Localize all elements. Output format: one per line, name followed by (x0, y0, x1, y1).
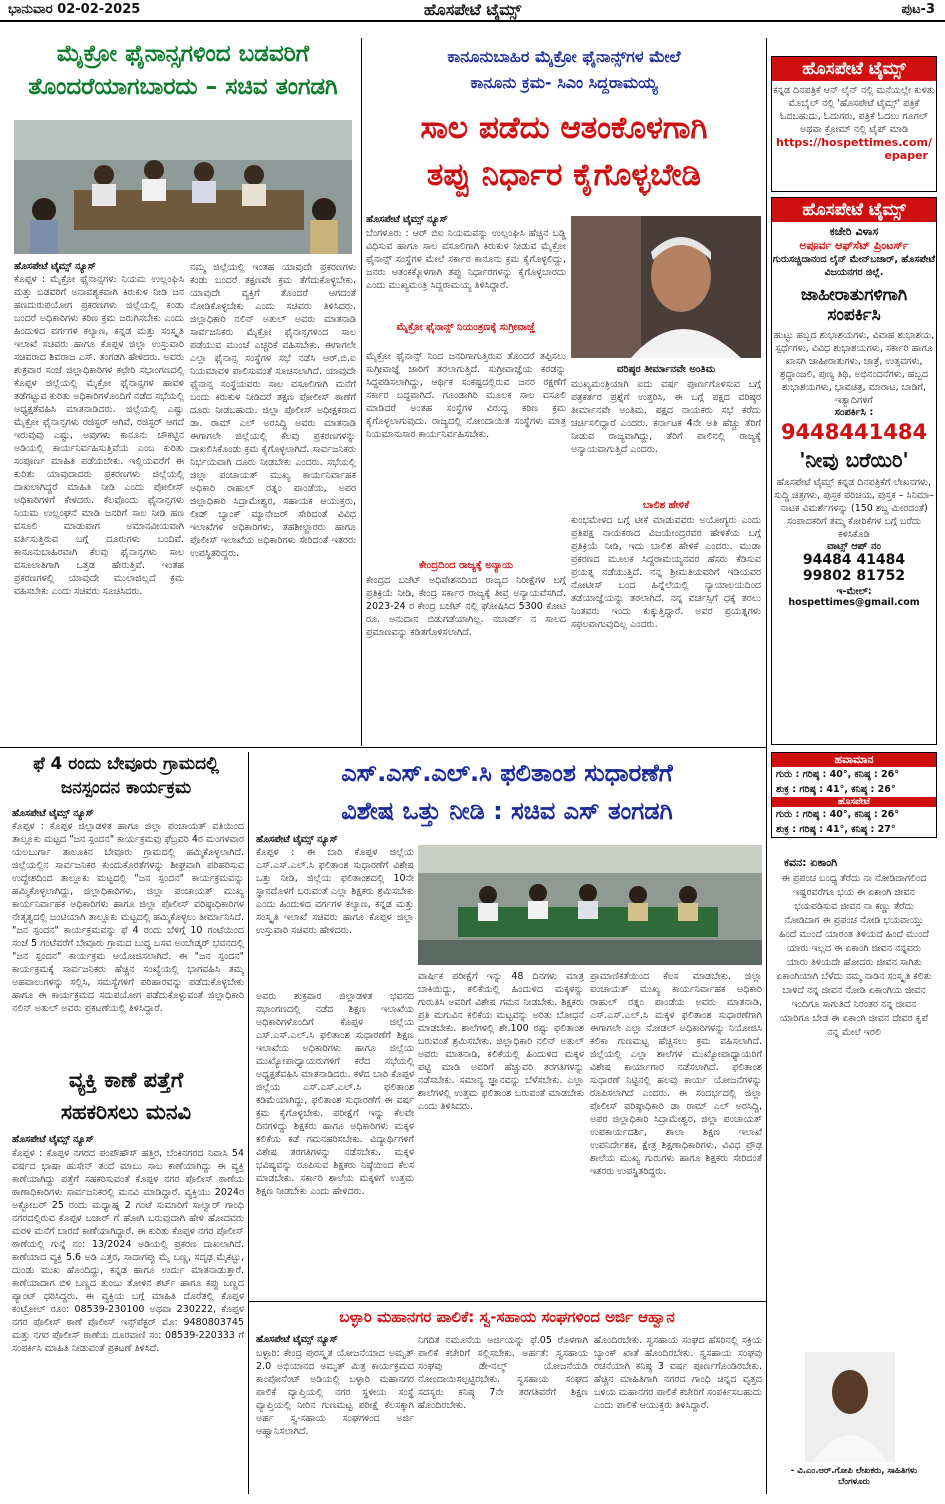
article2-kicker-line2: ಕಾನೂನು ಕ್ರಮ- ಸಿಎಂ ಸಿದ್ದರಾಮಯ್ಯ (470, 73, 658, 92)
masthead (0, 0, 945, 22)
poem-text: ಈ ಪ್ರಪಂಚ ಬಂಧ್ಯ ತೆರೆದು ನಾ ನೋಡಿದಾಗಲಿಂದ ಇಷ್ಟರವರೆಗೂ ಭಯ ಈ ಏಕಾಂಗಿ ಜೀವನ ಭಯಪಡಿಸುವ ಜೀವನ ನಾ ಕಣ್ಣು ತೆರೆದು ನೋಡಿದಾಗ ಈ ಪ್ರಪಂಚ ನೋಡಿ ಭಯವಾಯ್ತು ಹಿಂದೆ ಮುಂದೆ ಯಾರಂತ ತಿಳಿಯದೆ ಹಿಂದೆ ಮುಂದೆ ಯಾರು ಇಲ್ಲದ ಈ ಏಕಾಂಗಿ ಜೀವನ ನನ್ನವರು ಯಾರು ತಿಳಿಯದೇ ಹೋದರು ಜೀವನ ಸಾಗಿತು ಏಕಾಂಗಿಯಾಗಿ ಬೆಳೆದು ನಮ್ಮ ನಾಡಿನ ಸಂಸ್ಕೃತಿ ಕಲಿತು ಬಾಳಿದೆ ನನ್ನ ಜೀವನ ನೋಡಿ ಏಕಾಂಗಿಯ ಜೀವನ ಇಂದಿಗೂ ಸಾಗುತಿದೆ ನಿರಂತರ ನನ್ನ ಜೀವನ ಯಾರಿಗೂ ಬೇಡ ಈ ಏಕಾಂಗಿ ಜೀವನ ದೇವರ ಕೃಪೆ ನನ್ನ ಮೇಲೆ ಇರಲಿ (776, 873, 932, 1038)
ad1-title: ಹೊಸಪೇಟೆ ಟೈಮ್ಸ್ (772, 57, 936, 81)
poet-credit: - ವಿ.ಎಂ.ಆರ್.ಗೋಪಿ ಲೇಖಕರು, ಸಾಹಿತಿಗಳು ಬೆಂಗಳೂರು (790, 1466, 918, 1487)
photo-caption: ವರಿಷ್ಠರ ತೀರ್ಮಾನವೇ ಅಂತಿಮ (616, 364, 716, 375)
article2-subhead-ordinance: ಮೈಕ್ರೋ ಫೈನಾನ್ಸ್ ನಿಯಂತ್ರಣಕ್ಕೆ ಸುಗ್ರೀವಾಜ್ಞೆ (396, 322, 536, 333)
weather-city: ಹೊಸಪೇಟೆ (772, 797, 936, 807)
weather-row-3: ಗುರು : ಗರಿಷ್ಠ : 40°, ಕನಿಷ್ಠ : 26° (776, 809, 899, 820)
weather-row-2: ಶುಕ್ರ : ಗರಿಷ್ಠ : 41°, ಕನಿಷ್ಠ : 26° (776, 784, 896, 795)
article3-headline-line2: ಜನಸ್ಪಂದನ ಕಾರ್ಯಕ್ರಮ (60, 778, 192, 798)
article2-kicker-line1: ಕಾನೂನುಬಾಹಿರ ಮೈಕ್ರೋ ಫೈನಾನ್ಸ್‌ಗಳ ಮೇಲೆ (447, 47, 681, 66)
ad2-office: ಕಚೇರಿ ವಿಳಾಸ (829, 225, 879, 238)
article2-ordinance-text: ಮೈಕ್ರೋ ಫೈನಾನ್ಸ್ ನಿಂದ ಜನರಿಗಾಗುತ್ತಿರುವ ತೊಂದರೆ ತಪ್ಪಿಸಲು ಸುಗ್ರೀವಾಜ್ಞೆ ಜಾರಿಗೆ ತರಲಾಗುತ್ತಿದೆ. ಸುಗ್ರೀವಾಜ್ಞೆಯ ಕರಡನ್ನು ಸಿದ್ಧಪಡಿಸಲಾಗಿದ್ದು, ಆರ್ಥಿಕ ಸಂಕಷ್ಟದಲ್ಲಿರುವ ಜನರ ರಕ್ಷಣೆಗೆ ಸರ್ಕಾರ ಬದ್ಧವಾಗಿದೆ. ಗೂಂಡಾಗಿರಿ ಮೂಲಕ ಸಾಲ ವಸೂಲಿ ಮಾಡಿದರೆ ಅಂತಹ ಸಂಸ್ಥೆಗಳ ವಿರುದ್ಧ ಕಠಿಣ ಕ್ರಮ ಕೈಗೊಳ್ಳಲಾಗುವುದು. ರಾಜ್ಯದಲ್ಲಿ ನೋಂದಾಯಿತ ಸಂಸ್ಥೆಗಳು ಮಾತ್ರ ನಿಯಮಾನುಸಾರ ಕಾರ್ಯನಿರ್ವಹಿಸಬೇಕು. (366, 351, 566, 440)
article2-column2-top: ಮುಖ್ಯಮಂತ್ರಿಯಾಗಿ ಐದು ವರ್ಷ ಪೂರ್ಣಗೊಳಿಸುವ ಬಗ್ಗೆ ಪತ್ರಕರ್ತರ ಪ್ರಶ್ನೆಗೆ ಉತ್ತರಿಸಿ, ಈ ಬಗ್ಗೆ ಪಕ್ಷದ ವರಿಷ್ಠರ ತೀರ್ಮಾನವೇ ಅಂತಿಮ. ಪಕ್ಷದ ನಾಯಕರು ಸಭೆ ಕರೆದು ಚರ್ಚಿಸಲಿದ್ದಾರೆ ಎಂದರು. ಕರ್ನಾಟಕ 4ನೇ ಅತಿ ಹೆಚ್ಚು ತೆರಿಗೆ ನೀಡುವ ರಾಜ್ಯವಾಗಿದ್ದು, ತೆರಿಗೆ ಪಾಲಿನಲ್ಲಿ ರಾಜ್ಯಕ್ಕೆ ಅನ್ಯಾಯವಾಗುತ್ತಿದೆ ಎಂದರು. (571, 379, 761, 455)
ad2-contact-heading: ಸಂಪರ್ಕಿಸಿ (827, 305, 881, 325)
issue-date: ಭಾನುವಾರ 02-02-2025 (8, 2, 141, 17)
ad2-title: ಹೊಸಪೇಟೆ ಟೈಮ್ಸ್ (772, 198, 936, 222)
article2-subhead-childish: ಬಾಲಿಶ ಹೇಳಿಕೆ (642, 500, 690, 511)
article1-headline-line2: ತೊಂದರೆಯಾಗಬಾರದು – ಸಚಿವ ತಂಗಡಗಿ (28, 74, 338, 100)
whatsapp-label: ವಾಟ್ಸ್ ಆಪ್ ನಂ (827, 541, 881, 552)
article3-headline-line1: ಫೆ 4 ರಂದು ಬೇವೂರು ಗ್ರಾಮದಲ್ಲಿ (33, 754, 219, 774)
article-janaspandana (8, 752, 244, 800)
article4-text: ಕೊಪ್ಪಳ : ಕೊಪ್ಪಳ ನಗರದ ಪಂಪೌಹೌಸ್ ಹತ್ತಿರ, ಬೆಂಕಿನಗರದ ನಿವಾಸಿ 54 ವರ್ಷದ ಭಾಷಾ ಹುಸೇನ್ ತಂದೆ ಮಾಬು ಸಾಬ ಕಾಣೆಯಾಗಿದ್ದು ಈ ವ್ಯಕ್ತಿ ಕಾಣೆಯಾಗಿದ್ದು ಪತ್ತೆಗೆ ಸಹಕರಿಸುವಂತೆ ಕೊಪ್ಪಳ ನಗರ ಪೊಲೀಸ್ ಠಾಣೆಯ ಠಾಣಾಧಿಕಾರಿಗಳು ಸಾರ್ವಜನಿಕರಲ್ಲಿ ಮನವಿ ಮಾಡಿದ್ದಾರೆ. ವ್ಯಕ್ತಿಯು 2024ರ ಅಕ್ಟೋಬರ್ 25 ರಂದು ಮಧ್ಯಾಹ್ನ 2 ಗಂಟೆ ಸುಮಾರಿಗೆ ಸಾಲ್ವಾರ್ ಗಾಂಧಿ ನಗರದಲ್ಲಿರುವ ಕೊಪ್ಪಳ ಬಜಾರ್ ಗೆ ಹೋಗಿ ಬರುವುದಾಗಿ ಹೇಳಿ ಹೋದವರು ಮರಳಿ ಮನೆಗೆ ಬಾರದೆ ಕಾಣೆಯಾಗಿದ್ದಾರೆ. ಈ ಕುರಿತು ಕೊಪ್ಪಳ ನಗರ ಪೊಲೀಸ್ ಠಾಣೆಯಲ್ಲಿ ಗುನ್ನೆ ನಂ: 13/2024 ಅಡಿಯಲ್ಲಿ ಪ್ರಕರಣ ದಾಖಲಾಗಿದೆ. ಕಾಣೆಯಾದ ವ್ಯಕ್ತಿ 5.6 ಅಡಿ ಎತ್ತರ, ಸಾದಾಗಪ್ಪು ಮೈ ಬಣ್ಣ, ಸದೃಢ ಮೈಕಟ್ಟು, ದುಂಡು ಮುಖ ಹೊಂದಿದ್ದು, ಕನ್ನಡ ಹಾಗೂ ಉರ್ದು ಮಾತನಾಡುತ್ತಾರೆ. ಕಾಣೆಯಾದಾಗ ಬಿಳಿ ಬಣ್ಣದ ತುಂಬು ತೋಳಿನ ಶರ್ಟ್ ಹಾಗೂ ಕಪ್ಪು ಬಣ್ಣದ ಪ್ಯಾಂಟ್ ಧರಿಸಿದ್ದರು. ಈ ವ್ಯಕ್ತಿಯ ಬಗ್ಗೆ ಮಾಹಿತಿ ದೊರೆತಲ್ಲಿ ಕೊಪ್ಪಳ ಕಂಟ್ರೋಲ್ ರೂಂ: 08539-230100 ಅಥವಾ 230222, ಕೊಪ್ಪಳ ನಗರ ಪೊಲೀಸ್ ಠಾಣೆ ಪೊಲೀಸ್ ಇನ್ಸ್‌ಪೆಕ್ಟರ್ ಮೊ: 9480803745 ಮತ್ತು ನಗರ ಪೊಲೀಸ್ ಠಾಣೆಯ ದೂರವಾಣಿ ಸಂ: 08539-220333 ಗೆ ಸಂಪರ್ಕಿಸಿ ಮಾಹಿತಿ ನೀಡುವಂತೆ ಪ್ರಕಟಣೆ ತಿಳಿಸಿದೆ. (12, 1148, 244, 1354)
article-microfinance-minister (8, 38, 358, 104)
article2-headline-line1: ಸಾಲ ಪಡೆದು ಆತಂಕೊಳಗಾಗಿ (420, 110, 708, 146)
ad2-slogan: 'ನೀವು ಬರೆಯಿರಿ' (799, 448, 909, 472)
article2-subhead-injustice: ಕೇಂದ್ರದಿಂದ ರಾಜ್ಯಕ್ಕೆ ಅನ್ಯಾಯ (419, 560, 513, 571)
article2-byline: ಹೊಸಪೇಟೆ ಟೈಮ್ಸ್ ನ್ಯೂಸ್ (366, 214, 448, 225)
poem-title: ಕವನ: ಏಕಾಂಗಿ (784, 856, 838, 869)
ad3-text: ಹೊಸಪೇಟೆ ಟೈಮ್ಸ್ ಕನ್ನಡ ದಿನಪತ್ರಿಕೆಗೆ ಲೇಖನಗಳು, ಸುದ್ದಿ ಚಿತ್ರಗಳು, ಪುಸ್ತಕ ಪರಿಚಯ, ಪುಸ್ತಕ – ಸಿನಿಮಾ–ನಾಟಕ ವಿಮರ್ಶೆಗಳನ್ನು (150 ಶಬ್ದ ಮೀರದಂತೆ) ಸಂಪಾದಕರಿಗೆ ತಮ್ಮ ಕೋರಿಕೆಗಳ ಬಗ್ಗೆ ಬರೆದು ಕಳಿಸಿಕೊಡಿ (773, 477, 935, 540)
ad1-url[interactable]: https://hospettimes.com/ (776, 136, 932, 149)
article6-headline: ಬಳ್ಳಾರಿ ಮಹಾನಗರ ಪಾಲಿಕೆ: ಸ್ವ-ಸಹಾಯ ಸಂಘಗಳಿಂದ ಅರ್ಜಿ ಆಹ್ವಾನ (339, 1308, 675, 1326)
article3-byline: ಹೊಸಪೇಟೆ ಟೈಮ್ಸ್ ನ್ಯೂಸ್ (12, 808, 94, 819)
paper-name: ಹೊಸಪೇಟೆ ಟೈಮ್ಸ್ (423, 0, 522, 19)
article6-byline: ಹೊಸಪೇಟೆ ಟೈಮ್ಸ್ ನ್ಯೂಸ್ (256, 1334, 338, 1345)
ad2-address: ಗುರುಸಚ್ಚಿದಾನಂದ ಲೈನ್ ಮೇನ್‌ಬಜಾರ್, ಹೊಸಪೇಟೆ ವಿಜಯನಗರ ಜಿಲ್ಲೆ. (772, 254, 936, 278)
ad2-contact-label: ಸಂಪರ್ಕಿಸಿ : (834, 407, 874, 418)
article4-byline: ಹೊಸಪೇಟೆ ಟೈಮ್ಸ್ ನ್ಯೂಸ್ (12, 1134, 94, 1145)
article5-column1: ಅವರು ಶುಕ್ರವಾರ ಜಿಲ್ಲಾಡಳಿತ ಭವನದ ಸಭಾಂಗಣದಲ್ಲಿ ನಡೆದ ಶಿಕ್ಷಣ ಇಲಾಖೆಯ ಅಧಿಕಾರಿಗಳೊಂದಿಗೆ ಕೊಪ್ಪಳ ಜಿಲ್ಲೆಯ ಎಸ್.ಎಸ್.ಎಲ್.ಸಿ ಫಲಿತಾಂಶ ಸುಧಾರಣೆಗೆ ಶಿಕ್ಷಣ ಇಲಾಖೆಯ ಅಧಿಕಾರಿಗಳು ಹಾಗೂ ಜಿಲ್ಲೆಯ ಮುಖ್ಯೋಪಾಧ್ಯಾಯರುಗಳಿಗೆ ಕರೆದ ಸಭೆಯಲ್ಲಿ ಅಧ್ಯಕ್ಷತೆವಹಿಸಿ ಮಾತನಾಡಿದರು. ಕಳೆದ ಬಾರಿ ಕೊಪ್ಪಳ ಜಿಲ್ಲೆಯ ಎಸ್.ಎಸ್.ಎಲ್.ಸಿ ಫಲಿತಾಂಶ ಕಡಿಮೆಯಾಗಿದ್ದು, ಫಲಿತಾಂಶ ಸುಧಾರಣೆಗೆ ಈ ವರ್ಷ ಕ್ರಮ ಕೈಗೊಳ್ಳಬೇಕು. ಪರೀಕ್ಷೆಗೆ ಇನ್ನು ಕೆಲವೇ ದಿನಗಳಿದ್ದು ಶಿಕ್ಷಕರು ಹಾಗೂ ಅಧಿಕಾರಿಗಳು ಮಕ್ಕಳ ಕಲಿಕೆಯ ಕಡೆ ಗಮನಹರಿಸಬೇಕು. ವಿದ್ಯಾರ್ಥಿಗಳಿಗೆ ವಿಶೇಷ ತರಗತಿಗಳನ್ನು ನಡೆಸಬೇಕು. ಮಕ್ಕಳ ಭವಿಷ್ಯವನ್ನು ರೂಪಿಸುವ ಶಿಕ್ಷಕರು ನಿಷ್ಠೆಯಿಂದ ಕೆಲಸ ಮಾಡಬೇಕು. ಸರ್ಕಾರಿ ಶಾಲೆಯ ಮಕ್ಕಳಿಗೆ ಉತ್ತಮ ಶಿಕ್ಷಣ ನೀಡಬೇಕು ಎಂದು ಹೇಳಿದರು. (256, 991, 414, 1197)
article1-headline-line1: ಮೈಕ್ರೋ ಫೈನಾನ್ಸಗಳಿಂದ ಬಡವರಿಗೆ (56, 41, 310, 67)
ad1-epaper: epaper (884, 149, 928, 162)
page-number: ಪುಟ-3 (901, 2, 935, 17)
sidebar-epaper-ad (771, 56, 937, 192)
article5-headline-line1: ಎಸ್.ಎಸ್.ಎಲ್.ಸಿ ಫಲಿತಾಂಶ ಸುಧಾರಣೆಗೆ (341, 759, 673, 787)
weather-row-4: ಶುಕ್ರ : ಗರಿಷ್ಠ : 41°, ಕನಿಷ್ಠ : 27° (776, 824, 896, 835)
article5-headline-line2: ವಿಶೇಷ ಒತ್ತು ನೀಡಿ : ಸಚಿವ ಎಸ್ ತಂಗಡಗಿ (341, 797, 673, 825)
cm-portrait-photo (571, 216, 761, 358)
article1-byline: ಹೊಸಪೇಟೆ ಟೈಮ್ಸ್ ನ್ಯೂಸ್ (14, 261, 96, 272)
article4-headline-line1: ವ್ಯಕ್ತಿ ಕಾಣೆ ಪತ್ತೆಗೆ (68, 1068, 184, 1092)
email-address: ಇ-ಮೇಲ್: hospettimes@gmail.com (788, 586, 920, 608)
weather-title: ಹವಾಮಾನ (772, 753, 936, 767)
article5-column2: ವಾರ್ಷಿಕ ಪರೀಕ್ಷೆಗೆ ಇನ್ನು 48 ದಿನಗಳು ಮಾತ್ರ ಬಾಕಿಯಿದ್ದು, ಕಲಿಕೆಯಲ್ಲಿ ಹಿಂದುಳಿದ ಮಕ್ಕಳನ್ನು ಗುರುತಿಸಿ ಅವರಿಗೆ ವಿಶೇಷ ಗಮನ ನೀಡಬೇಕು. ಶಿಕ್ಷಕರು ಪ್ರತಿ ಮಗುವಿನ ಕಲಿಕೆಯ ಮಟ್ಟವನ್ನು ಅರಿತು ಬೋಧನೆ ಮಾಡಬೇಕು. ಶಾಲೆಗಳಲ್ಲಿ ಶೇ.100 ರಷ್ಟು ಫಲಿತಾಂಶ ಬರುವಂತೆ ಶ್ರಮಿಸಬೇಕು. ಜಿಲ್ಲಾಧಿಕಾರಿ ನಲಿನ್ ಅತುಲ್ ಅವರು ಮಾತನಾಡಿ, ಕಲಿಕೆಯಲ್ಲಿ ಹಿಂದುಳಿದ ಮಕ್ಕಳ ಪಟ್ಟಿ ಮಾಡಿ ಅವರಿಗೆ ಹೆಚ್ಚುವರಿ ತರಗತಿಗಳನ್ನು ನಡೆಸಬೇಕು. ಸಮಾನ್ಯ ಜ್ಞಾನವನ್ನು ಬೆಳೆಸಬೇಕು. ಎಲ್ಲಾ ಶಾಲೆಗಳಲ್ಲಿ ಉತ್ತಮ ಫಲಿತಾಂಶ ಬರುವಂತೆ ಮಾಡಬೇಕು ಎಂದು ತಿಳಿಸಿದರು. (418, 971, 584, 1112)
weather-row-1: ಗುರು : ಗರಿಷ್ಠ : 40°, ಕನಿಷ್ಠ : 26° (776, 769, 899, 780)
article-sslc-results (252, 754, 762, 830)
article4-headline-line2: ಸಹಕರಿಸಲು ಮನವಿ (60, 1100, 192, 1124)
ad1-text: ಕನ್ನಡ ದಿನಪತ್ರಿಕೆ ಆನ್ ಲೈನ್ ನಲ್ಲಿ ಮನೆಯಲ್ಲೇ ಕುಳಿತು ಮೊಬೈಲ್ ನಲ್ಲಿ 'ಹೊಸಪೇಟೆ ಟೈಮ್ಸ್' ಪತ್ರಿಕೆ ಓದಬಹುದು, ಓದುಗರು, ಪತ್ರಿಕೆ ಓದಲು ಗೂಗಲ್ ಅಥವಾ ಕ್ರೋಮ್ ನಲ್ಲಿ ಟೈಪ್ ಮಾಡಿ (773, 85, 935, 135)
weather-box (771, 752, 937, 838)
ad2-printers: ಅಪೂರ್ವ ಆಫ್‌ಸೆಟ್ ಪ್ರಿಂಟರ್ಸ್ (799, 239, 909, 252)
ad2-ads-heading: ಜಾಹೀರಾತುಗಳಿಗಾಗಿ (800, 285, 908, 305)
whatsapp-number-1: 94484 41484 (802, 552, 906, 568)
poet-photo (805, 1352, 895, 1462)
article5-intro: ಕೊಪ್ಪಳ : ಈ ಬಾರಿ ಕೊಪ್ಪಳ ಜಿಲ್ಲೆಯ ಎಸ್.ಎಸ್.ಎಲ್.ಸಿ ಫಲಿತಾಂಶ ಸುಧಾರಣೆಗೆ ವಿಶೇಷ ಒತ್ತು ನೀಡಿ, ಜಿಲ್ಲೆಯ ಫಲಿತಾಂಶದಲ್ಲಿ 10ನೇ ಸ್ಥಾನದೊಳಗೆ ಬರುವಂತೆ ಎಲ್ಲಾ ಶಿಕ್ಷಕರು ಶ್ರಮಿಸಬೇಕು ಎಂದು ಹಿಂದುಳಿದ ವರ್ಗಗಳ ಕಲ್ಯಾಣ, ಕನ್ನಡ ಮತ್ತು ಸಂಸ್ಕೃತಿ ಇಲಾಖೆ ಸಚಿವರು ಹಾಗೂ ಕೊಪ್ಪಳ ಜಿಲ್ಲಾ ಉಸ್ತುವಾರಿ ಸಚಿವರು ಹೇಳಿದರು. (256, 847, 414, 936)
ad2-phone-big: 9448441484 (780, 420, 928, 444)
article6-column2: ನಿಗದಿತ ನಮೂನೆಯ ಅರ್ಜಿಯನ್ನು ಫೆ.05 ರೊಳಗಾಗಿ ಪಾಲಿಕೆ ಕಚೇರಿಗೆ ಸಲ್ಲಿಸಬೇಕು. ಅರ್ಹತೆ: ಸ್ವಸಹಾಯ ಸಂಘವು ಡೇ-ನಲ್ಮ್ ಯೋಜನೆಯಡಿ ನೋಂದಾಯಿಸಲ್ಪಟ್ಟಿರಬೇಕು. ಸ್ವಸಹಾಯ ಸಂಘದ ಸದಸ್ಯರು ಕನಿಷ್ಠ 7ನೇ ತರಗತಿವರೆಗೆ ಶಿಕ್ಷಣ ಹೊಂದಿರಬೇಕು. (418, 1335, 588, 1411)
article-missing-person (8, 1064, 244, 1128)
article5-byline: ಹೊಸಪೇಟೆ ಟೈಮ್ಸ್ ನ್ಯೂಸ್ (256, 834, 338, 845)
article6-column3: ಹೊಂದಿರಬೇಕು. ಸ್ವಸಹಾಯ ಸಂಘದ ಹೆಸರಿನಲ್ಲಿ ಸಕ್ರಿಯ ಬ್ಯಾಂಕ್ ಖಾತೆ ಹೊಂದಿರಬೇಕು. ಸ್ವಸಹಾಯ ಸಂಘವು ರಚನೆಯಾಗಿ ಕನಿಷ್ಠ 3 ವರ್ಷ ಪೂರ್ಣಗೊಂಡಿರಬೇಕು. ಹೆಚ್ಚಿನ ಮಾಹಿತಿಗಾಗಿ ನಗರದ ಗಾಂಧಿ ಚಿನ್ನದ ವೃತ್ತದ ಬಳಿಯ ಮಹಾನಗರ ಪಾಲಿಕೆ ಕಚೇರಿಗೆ ಸಂಪರ್ಕಿಸಬಹುದು ಎಂದು ಪಾಲಿಕೆ ಆಯುಕ್ತರು ತಿಳಿಸಿದ್ದಾರೆ. (594, 1335, 762, 1411)
sidebar-office-ad (771, 197, 937, 745)
sslc-meeting-photo (418, 845, 762, 965)
meeting-photo (14, 120, 352, 254)
article2-headline-line2: ತಪ್ಪು ನಿರ್ಧಾರ ಕೈಗೊಳ್ಳಬೇಡಿ (426, 157, 702, 193)
article2-injustice-text: ಕೇಂದ್ರದ ಬಜೆಟ್ ಅಧಿವೇಶನದಿಂದ ರಾಜ್ಯದ ನಿರೀಕ್ಷೆಗಳ ಬಗ್ಗೆ ಪ್ರತಿಕ್ರಿಯೆ ನೀಡಿ, ಕೇಂದ್ರ ಸರ್ಕಾರ ರಾಜ್ಯಕ್ಕೆ ತೀವ್ರ ಅನ್ಯಾಯವೆಸಗಿದೆ. 2023-24 ರ ಕೇಂದ್ರ ಬಜೆಟ್ ನಲ್ಲಿ ಘೋಷಿಸಿದ 5300 ಕೋಟಿ ರೂ. ಅನುದಾನ ಬಿಡುಗಡೆಯಾಗಿಲ್ಲ. ನಬಾರ್ಡ್ ನ ಸಾಲದ ಪ್ರಮಾಣವನ್ನು ಕಡಿತಗೊಳಿಸಲಾಗಿದೆ. (366, 575, 566, 638)
article2-column2-bottom: ಕುಂಭಮೇಳದ ಬಗ್ಗೆ ಟೀಕೆ ಮಾಡುವವರು ಅಯೋಗ್ಯರು ಎಂದು ಪ್ರತಿಪಕ್ಷ ನಾಯಕರಾದ ವಿಜಯೇಂದ್ರರವರ ಹೇಳಿಕೆಯ ಬಗ್ಗೆ ಪ್ರತಿಕ್ರಿಯೆ ನೀಡಿ, ಇದು ಬಾಲಿಶ ಹೇಳಿಕೆ ಎಂದರು. ಮುಡಾ ಪ್ರಕರಣದ ಮೂಲಕ ಸಿದ್ದರಾಮಯ್ಯನವರ ಹೆಸರು ಕೆಡಿಸುವ ಪ್ರಯತ್ನ ನಡೆಯುತ್ತಿದೆ. ನನ್ನ ಶ್ರೀಮತಿಯವರಿಗೆ ಇಡಿಯವರ ನೋಟೀಸ್ ಬಂದ ಹಿನ್ನೆಲೆಯಲ್ಲಿ ನ್ಯಾಯಾಲಯದಿಂದ ತಡೆಯಾಜ್ಞೆಯನ್ನು ತರಲಾಗಿದೆ. ನನ್ನ ವರ್ಚಸ್ಸಿಗೆ ಧಕ್ಕೆ ತರಲು ನಿಂತವರು ಇಂದು ಕುಕ್ಕುತ್ತಿದ್ದಾರೆ. ಅವರ ಪ್ರಯತ್ನಗಳು ಸಫಲವಾಗುವುದಿಲ್ಲ ಎಂದರು. (571, 515, 761, 630)
whatsapp-number-2: 99802 81752 (802, 568, 906, 584)
ad2-ad-types: ಹುಟ್ಟು ಹಬ್ಬದ ಶುಭಾಶಯಗಳು, ವಿವಾಹ ಶುಭಾಶಯ, ಸ್ಪರ್ಧೆಗಳು, ವಿವಿಧ ಶುಭಾಶಯಗಳು, ಸರ್ಕಾರಿ ಹಾಗೂ ಖಾಸಗಿ ಜಾಹೀರಾತುಗಳು, ಜಾತ್ರೆ, ಉತ್ಸವಗಳು, ಶ್ರದ್ಧಾಂಜಲಿ, ಪುಣ್ಯ ತಿಥಿ, ಅಭಿನಂದನೆಗಳು, ಹಬ್ಬದ ಶುಭಾಶಯಗಳು, ಭಾವಚಿತ್ರ, ಮಾರಾಟ, ಬಾಡಿಗೆ, ಇತ್ಯಾದಿಗಳಿಗೆ (773, 330, 935, 406)
article5-column3: ಪ್ರಾಮಾಣಿಕತೆಯಿಂದ ಕೆಲಸ ಮಾಡಬೇಕು. ಜಿಲ್ಲಾ ಪಂಚಾಯತ್ ಮುಖ್ಯ ಕಾರ್ಯನಿರ್ವಾಹಕ ಅಧಿಕಾರಿ ರಾಹುಲ್ ರತ್ನಂ ಪಾಂಡೆಯ ಅವರು ಮಾತನಾಡಿ, ಎಸ್.ಎಸ್.ಎಲ್.ಸಿ ಮಕ್ಕಳ ಫಲಿತಾಂಶ ಸುಧಾರಣೆಗಾಗಿ ಈಗಾಗಲೇ ಎಲ್ಲಾ ನೋಡಲ್ ಅಧಿಕಾರಿಗಳನ್ನು ನಿಯೋಜಿಸಿ ಕಲಿಕಾ ಗುಣಮಟ್ಟ ಹೆಚ್ಚಿಸಲು ಕ್ರಮ ವಹಿಸಲಾಗಿದೆ. ಜಿಲ್ಲೆಯಲ್ಲಿ ಎಲ್ಲಾ ಶಾಲೆಗಳ ಮುಖ್ಯೋಪಾಧ್ಯಾಯರಿಗೆ ವಿಶೇಷ ಕಾರ್ಯಾಗಾರ ನಡೆಸಲಾಗಿದೆ. ಫಲಿತಾಂಶ ಸುಧಾರಣೆ ನಿಟ್ಟಿನಲ್ಲಿ ಹಲವು ಕಾರ್ಯ ಯೋಜನೆಗಳನ್ನು ರೂಪಿಸಲಾಗಿದೆ ಎಂದರು. ಈ ಸಂದರ್ಭದಲ್ಲಿ ಜಿಲ್ಲಾ ಪೊಲೀಸ್ ವರಿಷ್ಠಾಧಿಕಾರಿ ಡಾ ರಾಮ್ ಎಲ್ ಅರಸಿದ್ದಿ, ಅಪರ ಜಿಲ್ಲಾಧಿಕಾರಿ ಸಿದ್ರಾಮೇಶ್ವರ, ಜಿಲ್ಲಾ ಪಂಚಾಯತ್ ಉಪಕಾರ್ಯದರ್ಶಿ, ಶಾಲಾ ಶಿಕ್ಷಣ ಇಲಾಖೆ ಉಪನಿರ್ದೇಶಕ, ಕ್ಷೇತ್ರ ಶಿಕ್ಷಣಾಧಿಕಾರಿಗಳು, ವಿವಿಧ ಪ್ರೌಢ ಶಾಲೆಯ ಮುಖ್ಯ ಗುರುಗಳು ಹಾಗೂ ಶಿಕ್ಷಕರು ಸೇರಿದಂತೆ ಇತರರು ಉಪಸ್ಥಿತರಿದ್ದರು. (590, 971, 762, 1177)
article-cm-siddaramaiah (366, 44, 762, 198)
article1-column2: ನಮ್ಮ ಜಿಲ್ಲೆಯಲ್ಲಿ ಇಂತಹ ಯಾವುದೇ ಪ್ರಕರಣಗಳು ಕಂಡು ಬಂದರೆ ತಕ್ಷಣವೇ ಕ್ರಮ ತೆಗೆದುಕೊಳ್ಳಬೇಕು. ಯಾವುದೇ ವ್ಯಕ್ತಿಗೆ ತೊಂದರೆ ಆಗದಂತೆ ನೋಡಿಕೊಳ್ಳಬೇಕು ಎಂದು ಸಚಿವರು ತಿಳಿಸಿದರು. ಜಿಲ್ಲಾಧಿಕಾರಿ ನಲಿನ್ ಅತುಲ್ ಅವರು ಮಾತನಾಡಿ ಸಾರ್ವಜನಿಕರು ಮೈಕ್ರೋ ಫೈನಾನ್ಸಗಳಿಂದ ಸಾಲ ಪಡೆಯುವ ಮುಂಚೆ ಎಚ್ಚರಿಕೆ ವಹಿಸಬೇಕು. ಈಗಾಗಲೇ ಎಲ್ಲಾ ಫೈನಾನ್ಸ ಸಂಸ್ಥೆಗಳ ಸಭೆ ನಡೆಸಿ ಆರ್.ಬಿ.ಐ ನಿಯಮಾವಳಿ ಪಾಲಿಸುವಂತೆ ಸೂಚಿಸಲಾಗಿದೆ. ಯಾವುದೇ ಫೈನಾನ್ಸ ಸಂಸ್ಥೆಯವರು ಸಾಲ ವಸೂಲಿಗಾಗಿ ಮನೆಗೆ ಬಂದು ಕಿರುಕುಳ ನೀಡಿದರೆ ತಕ್ಷಣ ಪೋಲೀಸ್ ಠಾಣೆಗೆ ದೂರು ನೀಡಬಹುದು. ಜಿಲ್ಲಾ ಪೊಲೀಸ್ ಅಧೀಕ್ಷಕರಾದ ಡಾ. ರಾಮ್ ಎಲ್ ಅರಸಿದ್ದಿ ಅವರು ಮಾತನಾಡಿ ಈಗಾಗಲೇ ಜಿಲ್ಲೆಯಲ್ಲಿ ಕೆಲವು ಪ್ರಕರಣಗಳನ್ನು ದಾಖಲಿಸಿಕೊಂಡು ಕ್ರಮ ಕೈಗೊಳ್ಳಲಾಗಿದೆ. ಸಾರ್ವಜನಿಕರು ನಿರ್ಭಯವಾಗಿ ದೂರು ನೀಡಬೇಕು ಎಂದರು. ಸಭೆಯಲ್ಲಿ ಜಿಲ್ಲಾ ಪಂಚಾಯತ್ ಮುಖ್ಯ ಕಾರ್ಯನಿರ್ವಾಹಕ ಅಧಿಕಾರಿ ರಾಹುಲ್ ರತ್ನಂ ಪಾಂಡೆಯ, ಅಪರ ಜಿಲ್ಲಾಧಿಕಾರಿ ಸಿದ್ರಾಮೇಶ್ವರ, ಸಹಾಯಕ ಆಯುಕ್ತರು, ಲೀಡ್ ಬ್ಯಾಂಕ್ ಮ್ಯಾನೇಜರ್ ಸೇರಿದಂತೆ ವಿವಿಧ ಇಲಾಖೆಗಳ ಅಧಿಕಾರಿಗಳು, ತಹಶೀಲ್ದಾರರು ಹಾಗೂ ಪೊಲೀಸ್ ಇಲಾಖೆಯ ಅಧಿಕಾರಿಗಳು ಸೇರಿದಂತೆ ಇತರರು ಉಪಸ್ಥಿತರಿದ್ದರು. (190, 262, 356, 559)
article6-column1: ಬಳ್ಳಾರಿ: ಕೇಂದ್ರ ಪುರಸ್ಕೃತ ಯೋಜನೆಯಾದ ಅಮೃತ್ 2.0 ಅಭಿಯಾನದ ಅಮೃತ್ ಮಿತ್ರ ಕಾರ್ಯಕ್ರಮದ ಕಾಂಪೋನೆಂಟ್ ಅಡಿಯಲ್ಲಿ ಬಳ್ಳಾರಿ ಮಹಾನಗರ ಪಾಲಿಕೆ ವ್ಯಾಪ್ತಿಯಲ್ಲಿ ನಗರ ಸ್ಥಳೀಯ ಸಂಸ್ಥೆ ವ್ಯಾಪ್ತಿಯಲ್ಲಿ ನೀರಿನ ಗುಣಮಟ್ಟ ಪರೀಕ್ಷೆ ಕೆಲಸಕ್ಕಾಗಿ ಅರ್ಹ ಸ್ವ-ಸಹಾಯ ಸಂಘಗಳಿಂದ ಅರ್ಜಿ ಆಹ್ವಾನಿಸಲಾಗಿದೆ. (256, 1348, 414, 1437)
article3-text: ಕೊಪ್ಪಳ : ಕೊಪ್ಪಳ ಜಿಲ್ಲಾಡಳಿತ ಹಾಗೂ ಜಿಲ್ಲಾ ಪಂಚಾಯತ್ ವತಿಯಿಂದ ತಾಲ್ಲೂಕು ಮಟ್ಟದ "ಜನ ಸ್ಪಂದನ" ಕಾರ್ಯಕ್ರಮವು ಫೆಬ್ರವರಿ 4ರ ಮಂಗಳವಾರ ಯಲಬುರ್ಗಾ ತಾಲೂಕಿನ ಬೇವೂರು ಗ್ರಾಮದಲ್ಲಿ ಹಮ್ಮಿಕೊಳ್ಳಲಾಗಿದೆ. ಜಿಲ್ಲೆಯಲ್ಲಿನ ಸಾರ್ವಜನಿಕರ ಕುಂದುಕೊರತೆಗಳನ್ನು ಶೀಘ್ರವಾಗಿ ಪರಿಹರಿಸುವ ಉದ್ದೇಶದಿಂದ ತಾಲ್ಲೂಕು ಮಟ್ಟದಲ್ಲಿ "ಜನ ಸ್ಪಂದನ" ಕಾರ್ಯಕ್ರಮವನ್ನು ಹಮ್ಮಿಕೊಳ್ಳಲಾಗಿದ್ದು, ಜಿಲ್ಲಾಧಿಕಾರಿಗಳು, ಜಿಲ್ಲಾ ಪಂಚಾಯತ್ ಮುಖ್ಯ ಕಾರ್ಯನಿರ್ವಾಹಕ ಅಧಿಕಾರಿಗಳು ಹಾಗೂ ಜಿಲ್ಲಾ ಪೊಲೀಸ್ ವರಿಷ್ಠಾಧಿಕಾರಿಗಳ ನೇತೃತ್ವದಲ್ಲಿ ಜಂಟಿಯಾಗಿ ತಾಲ್ಲೂಕು ಮಟ್ಟದಲ್ಲಿ ಹಮ್ಮಿಕೊಳ್ಳಲು ತೀರ್ಮಾನಿಸಿದೆ. "ಜನ ಸ್ಪಂದನ" ಕಾರ್ಯಕ್ರಮವನ್ನು ಫೆ 4 ರಂದು ಬೆಳಿಗ್ಗೆ 10 ಗಂಟೆಯಿಂದ ಸಂಜೆ 5 ಗಂಟೆವರೆಗೆ ಬೇವೂರು ಗ್ರಾಮದ ಬುದ್ಧ ಬಸವ ಅಂಬೇಡ್ಕರ್ ಭವನದಲ್ಲಿ "ಜನ ಸ್ಪಂದನ" ಕಾರ್ಯಕ್ರಮ ಆಯೋಜಿಸಲಾಗಿದೆ. ಈ "ಜನ ಸ್ಪಂದನ" ಕಾರ್ಯಕ್ರಮಕ್ಕೆ ಸಾರ್ವಜನಿಕರು ಹೆಚ್ಚಿನ ಸಂಖ್ಯೆಯಲ್ಲಿ ಭಾಗವಹಿಸಿ ತಮ್ಮ ಅಹವಾಲುಗಳನ್ನು ಸಲ್ಲಿಸಿ, ಸಮಸ್ಯೆಗಳಿಗೆ ಪರಿಹಾರವನ್ನು ಪಡೆದುಕೊಳ್ಳಬೇಕು ಹಾಗೂ ಈ ಕಾರ್ಯಕ್ರಮದ ಸದುಪಯೋಗ ಪಡೆದುಕೊಳ್ಳುವಂತೆ ಜಿಲ್ಲಾಧಿಕಾರಿ ನಲಿನ್ ಅತುಲ್ ಅವರು ಪ್ರಕಟಣೆಯಲ್ಲಿ ತಿಳಿಸಿದ್ದಾರೆ. (12, 821, 244, 1014)
article2-intro: ಬೆಂಗಳೂರು : ಆರ್ ಬಿಐ ನಿಯಮವನ್ನು ಉಲ್ಲಂಘಿಸಿ ಹೆಚ್ಚಿನ ಬಡ್ಡಿ ವಿಧಿಸುವ ಹಾಗೂ ಸಾಲ ವಸೂಲಿಗಾಗಿ ಕಿರುಕುಳ ನೀಡುವ ಮೈಕ್ರೋ ಫೈನಾನ್ಸ್ ಸಂಸ್ಥೆಗಳ ಮೇಲೆ ಸರ್ಕಾರ ಕಾನೂನು ಕ್ರಮ ಕೈಗೊಳ್ಳಲಿದ್ದು, ಜನರು ಆತಂಕಕ್ಕೊಳಗಾಗಿ ತಪ್ಪು ನಿರ್ಧಾರಗಳನ್ನು ಕೈಗೊಳ್ಳಬಾರದು ಎಂದು ಮುಖ್ಯಮಂತ್ರಿ ಸಿದ್ದರಾಮಯ್ಯ ತಿಳಿಸಿದ್ದಾರೆ. (366, 228, 566, 291)
article1-column1: ಕೊಪ್ಪಳ : ಮೈಕ್ರೋ ಫೈನಾನ್ಸಗಳು ನಿಯಮ ಉಲ್ಲಂಘಿಸಿ ಮತ್ತು ಬಡವರಿಗೆ ಅನಾವಶ್ಯಕವಾಗಿ ಕಿರುಕುಳ ನೀಡಿ ಜನ ಹಣದುರುಪಯೋಗ ಪ್ರಕರಣಗಳು ಜಿಲ್ಲೆಯಲ್ಲಿ ಕಂಡು ಬಂದರೆ ಅಧಿಕಾರಿಗಳು ಕಠಿಣ ಕ್ರಮ ಜರುಗಿಸಬೇಕು ಎಂದು ಹಿಂದುಳಿದ ವರ್ಗಗಳ ಕಲ್ಯಾಣ, ಕನ್ನಡ ಮತ್ತು ಸಂಸ್ಕೃತಿ ಇಲಾಖೆ ಸಚಿವರು ಹಾಗೂ ಕೊಪ್ಪಳ ಜಿಲ್ಲಾ ಉಸ್ತುವಾರಿ ಸಚಿವರಾದ ಶಿವರಾಜ ಎಸ್. ತಂಗಡಗಿ ಹೇಳಿದರು. ಅವರು ಶುಕ್ರವಾರ ಸಂಜೆ ಜಿಲ್ಲಾಧಿಕಾರಿಗಳ ಕಛೇರಿ ಸಭಾಂಗಣದಲ್ಲಿ ಕೊಪ್ಪಳ ಜಿಲ್ಲೆಯಲ್ಲಿ ಮೈಕ್ರೋ ಫೈನಾನ್ಸಗಳ ಹಾವಳಿ ತಡೆಗಟ್ಟುವ ಕುರಿತು ಅಧಿಕಾರಿಗಳೊಂದಿಗೆ ನಡೆದ ಸಭೆಯಲ್ಲಿ ಅಧ್ಯಕ್ಷತೆವಹಿಸಿ ಮಾತನಾಡಿದರು. ಜಿಲ್ಲೆಯಲ್ಲಿ ಎಷ್ಟು ಮೈಕ್ರೋ ಫೈನಾನ್ಸಗಳು ರಜಿಸ್ಟರ್ ಆಗಿವೆ, ರಜಿಸ್ಟರ್ ಆಗದೆ ಇರುವುವು ಎಷ್ಟು, ಅವುಗಳು ಕಾನೂನು ಚೌಕಟ್ಟಿನ ಅಡಿಯಲ್ಲಿ ಕಾರ್ಯನಿರ್ವಹಿಸುತ್ತಿವೆಯ ಎಂಬ ಕುರಿತು ಸಂಪೂರ್ಣ ಮಾಹಿತಿ ಪಡೆಯಬೇಕು. ಇಲ್ಲಿಯವರೆಗೆ ಈ ಕುರಿತು ಯಾವುದಾದರು ಪ್ರಕರಣಗಳು ಜಿಲ್ಲೆಯಲ್ಲಿ ದಾಖಲಾಗಿದ್ದರೆ ಮಾಹಿತಿ ನೀಡಿ ಎಂದು ಪೋಲೀಸ್ ಅಧಿಕಾರಿಗಳಿಗೆ ಕೇಳಿದರು. ಕೆಲವೊಂದು ಫೈನಾನ್ಸಗಳು ನಿಯಮ ಉಲ್ಲಂಘನೆ ಮಾಡಿ ಜನರಿಗೆ ಸಾಲ ನೀಡಿ ಹಣ ವಸೂಲಿ ಮಾಡುವಾಗ ಅಮಾನವೀಯವಾಗಿ ವರ್ತಿಸುತ್ತಿರುವ ಬಗ್ಗೆ ದೂರುಗಳು ಬಂದಿವೆ. ಕಾನೂನುಬಾಹಿರವಾಗಿ ಕೆಲವು ಫೈನಾನ್ಸಗಳು ಸಾಲ ವಸೂಲಾತಿಗಾಗಿ ಒತ್ತಡ ಹೇರುತ್ತಿವೆ. ಇಂತಹ ಪ್ರಕರಣಗಳಲ್ಲಿ ಯಾವುದೇ ಮುಲಾಜಿಲ್ಲದೆ ಕ್ರಮ ವಹಿಸಬೇಕು ಎಂದು ಸಚಿವರು ಸೂಚಿಸಿದರು. (14, 274, 184, 597)
